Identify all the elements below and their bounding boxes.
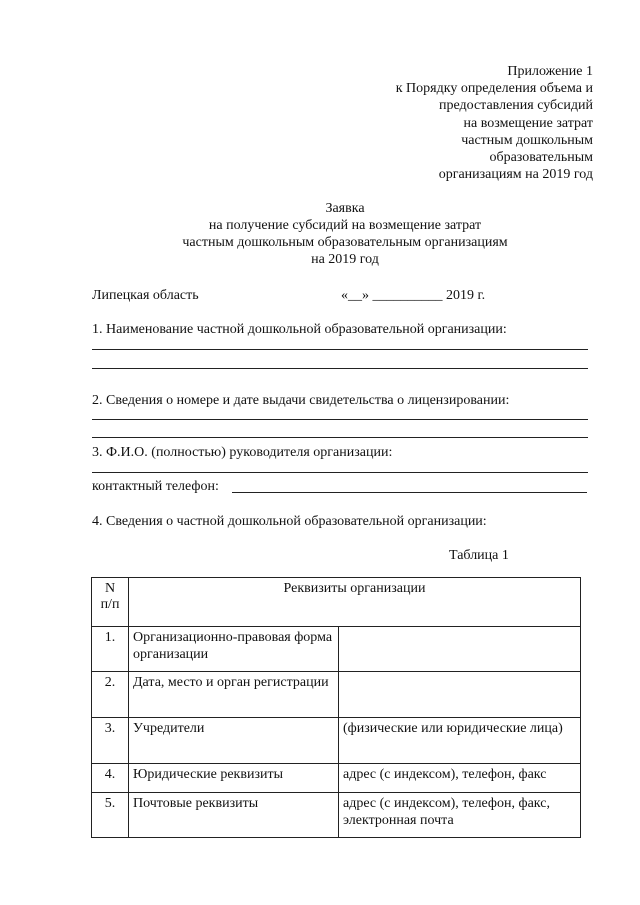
section-4-label: 4. Сведения о частной дошкольной образовательной организации: — [92, 514, 487, 529]
table-row — [92, 793, 581, 838]
row-value[interactable]: адрес (с индексом), телефон, факс — [339, 764, 581, 793]
section-3-label: 3. Ф.И.О. (полностью) руководителя организации: — [92, 445, 393, 460]
table-header-row — [92, 578, 581, 627]
table-row — [92, 672, 581, 718]
row-value[interactable]: адрес (с индексом), телефон, факс, электронная почта — [339, 793, 581, 838]
row-value[interactable] — [339, 627, 581, 672]
appendix-line: Приложение 1 — [507, 64, 593, 79]
section-2-fill-line[interactable] — [92, 437, 588, 438]
phone-label: контактный телефон: — [92, 479, 219, 494]
appendix-line: к Порядку определения объема и — [395, 81, 593, 97]
appendix-line: организациям на 2019 год — [438, 167, 593, 183]
section-2-fill-line[interactable] — [92, 419, 588, 420]
header-num-cell — [92, 578, 129, 627]
row-value[interactable] — [339, 672, 581, 718]
section-3-fill-line[interactable] — [92, 472, 588, 473]
table-row — [92, 627, 581, 672]
row-name: Учредители — [129, 718, 339, 764]
header-num-label: N п/п — [100, 581, 120, 612]
section-1-fill-line[interactable] — [92, 349, 588, 350]
title-line: на получение субсидий на возмещение затрат — [208, 218, 482, 233]
region-label: Липецкая область — [92, 288, 199, 303]
section-1-fill-line[interactable] — [92, 368, 588, 369]
row-num: 2. — [92, 672, 129, 718]
row-num: 1. — [92, 627, 129, 672]
row-name: Дата, место и орган регистрации — [129, 672, 339, 718]
row-num: 4. — [92, 764, 129, 793]
row-num: 5. — [92, 793, 129, 838]
section-2-label: 2. Сведения о номере и дате выдачи свидетельства о лицензировании: — [92, 393, 510, 408]
appendix-reference — [396, 63, 593, 183]
header-title-cell — [129, 578, 581, 627]
title-line: на 2019 год — [311, 252, 379, 267]
title-line: частным дошкольным образовательным организациям — [182, 235, 508, 250]
requisites-table — [91, 577, 581, 838]
header-title-label: Реквизиты организации — [283, 581, 426, 596]
row-name: Почтовые реквизиты — [129, 793, 339, 838]
row-name: Юридические реквизиты — [129, 764, 339, 793]
row-value[interactable]: (физические или юридические лица) — [339, 718, 581, 764]
row-num: 3. — [92, 718, 129, 764]
appendix-line: на возмещение затрат — [463, 115, 593, 131]
date-field[interactable]: «__» __________ 2019 г. — [341, 288, 486, 303]
document-title — [0, 200, 640, 268]
phone-fill-line[interactable] — [232, 492, 587, 493]
appendix-line: частным дошкольным — [461, 132, 593, 148]
table-row — [92, 718, 581, 764]
section-1-label: 1. Наименование частной дошкольной образовательной организации: — [92, 322, 507, 337]
table-caption: Таблица 1 — [449, 548, 509, 563]
appendix-line: образовательным — [489, 150, 593, 166]
title-line: Заявка — [325, 201, 365, 216]
appendix-line: предоставления субсидий — [438, 98, 593, 114]
table-row — [92, 764, 581, 793]
row-name: Организационно-правовая форма организации — [129, 627, 339, 672]
